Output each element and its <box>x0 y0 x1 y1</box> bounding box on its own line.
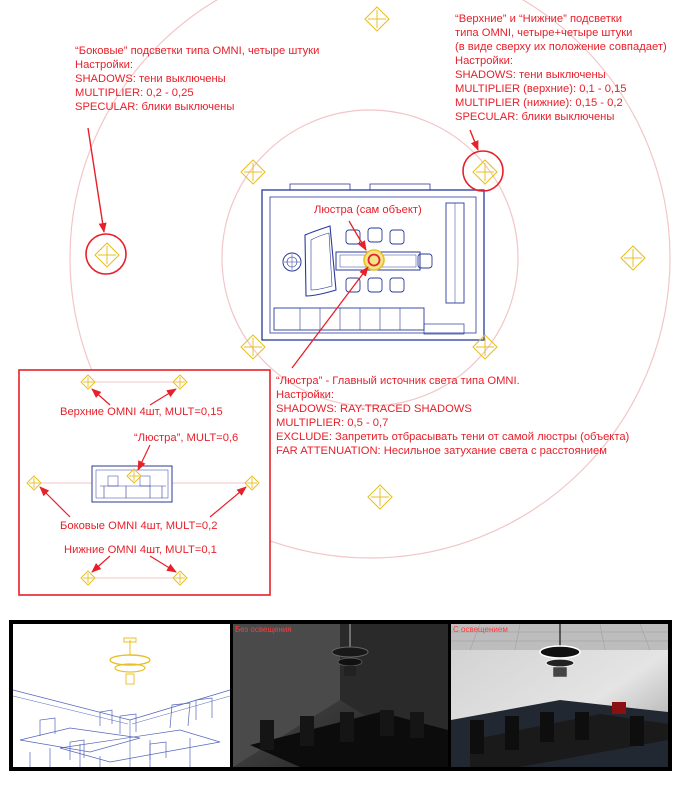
no-light-label: Без освещения <box>235 625 292 634</box>
chandelier-light-icon <box>364 250 384 270</box>
wireframe-render <box>13 624 230 767</box>
side-light-highlight <box>86 234 126 274</box>
side-view-panel <box>19 370 270 595</box>
note-line: Настройки: <box>75 59 133 71</box>
note-line: MULTIPLIER: 0,5 - 0,7 <box>276 417 389 429</box>
main-light-note <box>276 375 630 457</box>
note-line: SHADOWS: тени выключены <box>455 69 606 81</box>
chandelier-object-label: Люстра (сам объект) <box>314 204 422 216</box>
topbottom-light-highlight <box>463 151 503 191</box>
topbottom-note-arrow <box>470 130 478 150</box>
side-note-arrow <box>88 128 104 232</box>
note-line: Настройки: <box>455 55 513 67</box>
omni-light-icon <box>95 243 119 267</box>
top-omni-label: Верхние OMNI 4шт, MULT=0,15 <box>60 406 223 418</box>
note-line: MULTIPLIER (верхние): 0,1 - 0,15 <box>455 83 627 95</box>
note-line: “Люстра” - Главный источник света типа OMNI. <box>276 375 520 387</box>
chandelier-mult-label: “Люстра”, MULT=0,6 <box>134 432 239 444</box>
render-strip <box>9 620 672 771</box>
omni-light-icon <box>473 160 497 184</box>
note-line: SHADOWS: RAY-TRACED SHADOWS <box>276 403 472 415</box>
note-line: типа OMNI, четыре+четыре штуки <box>455 27 633 39</box>
note-line: EXCLUDE: Запретить отбрасывать тени от самой люстры (объекта) <box>276 431 630 443</box>
side-light-note <box>75 45 319 113</box>
bottom-omni-label: Нижние OMNI 4шт, MULT=0,1 <box>64 544 217 556</box>
note-line: MULTIPLIER: 0,2 - 0,25 <box>75 87 194 99</box>
note-line: (в виде сверху их положение совпадает) <box>455 41 667 53</box>
note-line: FAR ATTENUATION: Несильное затухание света с расстоянием <box>276 445 607 457</box>
side-omni-label: Боковые OMNI 4шт, MULT=0,2 <box>60 520 218 532</box>
note-line: SPECULAR: блики выключены <box>455 111 615 123</box>
with-light-render <box>451 624 668 767</box>
note-line: Настройки: <box>276 389 334 401</box>
note-line: “Верхние” и “Нижние” подсветки <box>455 13 623 25</box>
note-line: SPECULAR: блики выключены <box>75 101 235 113</box>
with-light-label: С освещением <box>453 625 508 634</box>
note-line: SHADOWS: тени выключены <box>75 73 226 85</box>
omni-light-icon <box>621 246 645 270</box>
no-light-render <box>233 624 448 767</box>
topbottom-light-note <box>455 13 667 123</box>
omni-light-icon <box>368 485 392 509</box>
omni-light-icon <box>365 7 389 31</box>
note-line: MULTIPLIER (нижние): 0,15 - 0,2 <box>455 97 623 109</box>
note-line: “Боковые” подсветки типа OMNI, четыре штуки <box>75 45 320 57</box>
